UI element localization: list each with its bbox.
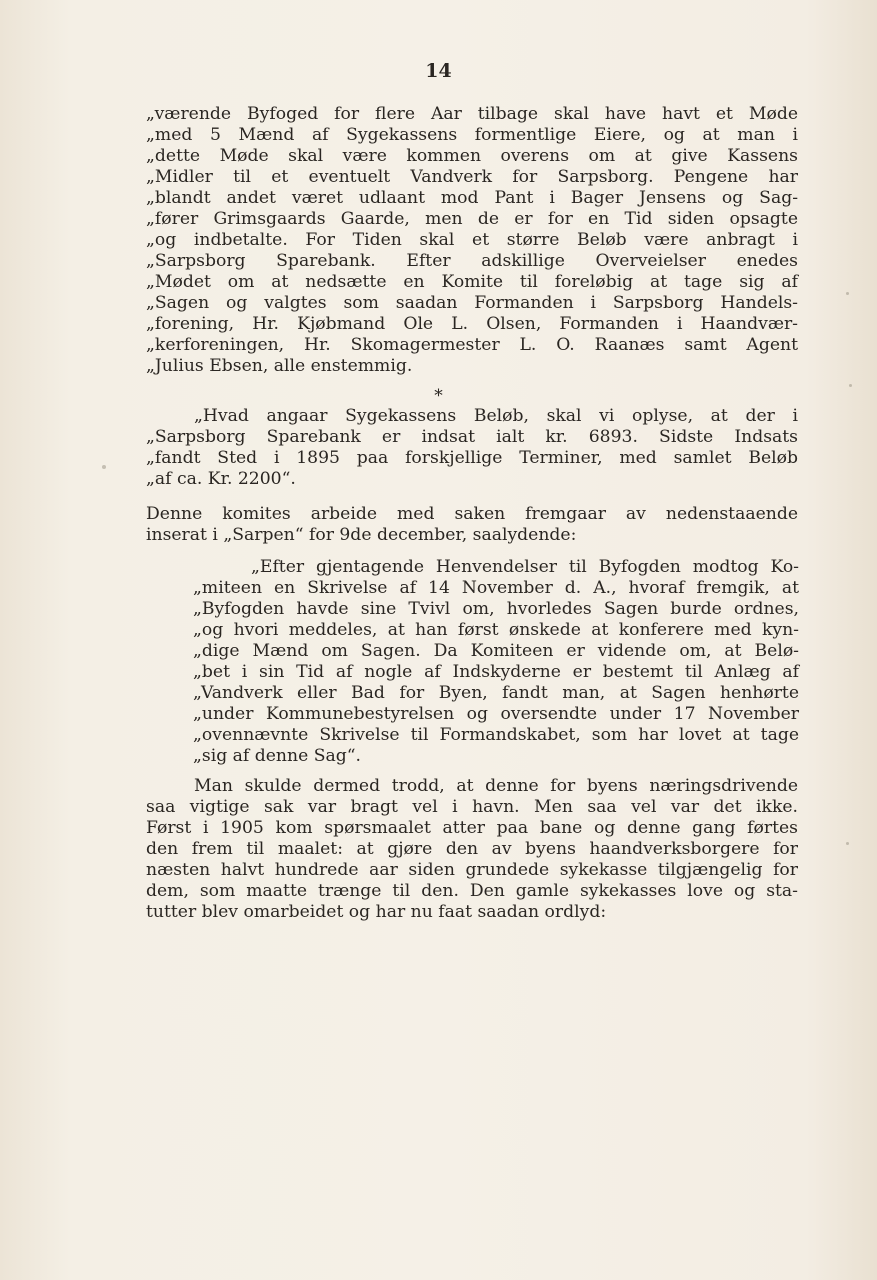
text-line: „Efter gjentagende Henvendelser til Byfogden modtog Ko- (251, 557, 799, 577)
page-number: 14 (425, 60, 452, 82)
ink-speck (102, 465, 106, 469)
text-line: næsten halvt hundrede aar siden grundede sykekasse tilgjængelig for (146, 860, 798, 880)
paragraph-quote-3 (193, 557, 799, 767)
ink-speck (846, 292, 849, 295)
text-line: „Hvad angaar Sygekassens Beløb, skal vi oplyse, at der i (194, 406, 798, 426)
text-line: „med 5 Mænd af Sygekassens formentlige Eiere, og at man i (146, 125, 798, 145)
text-line: „under Kommunebestyrelsen og oversendte under 17 November (193, 704, 799, 724)
text-line: „Midler til et eventuelt Vandverk for Sarpsborg. Pengene har (146, 167, 798, 187)
paragraph-quote-1 (146, 104, 798, 377)
text-line: „Mødet om at nedsætte en Komite til foreløbig at tage sig af (146, 272, 798, 292)
text-line: „af ca. Kr. 2200“. (146, 469, 296, 489)
text-line: „Julius Ebsen, alle enstemmig. (146, 356, 413, 376)
text-line: „dige Mænd om Sagen. Da Komiteen er vidende om, at Belø- (193, 641, 799, 661)
paragraph-body-1 (146, 504, 798, 546)
text-line: „dette Møde skal være kommen overens om at give Kassens (146, 146, 798, 166)
text-line: „fandt Sted i 1895 paa forskjellige Terminer, med samlet Beløb (146, 448, 798, 468)
text-line: dem, som maatte trænge til den. Den gamle sykekasses love og sta- (146, 881, 798, 901)
text-line: „kerforeningen, Hr. Skomagermester L. O. Raanæs samt Agent (146, 335, 798, 355)
text-line: „sig af denne Sag“. (193, 746, 361, 766)
paragraph-body-2 (146, 776, 798, 923)
text-line: „Vandverk eller Bad for Byen, fandt man, at Sagen henhørte (193, 683, 799, 703)
text-line: „blandt andet været udlaant mod Pant i Bager Jensens og Sag- (146, 188, 798, 208)
text-line: tutter blev omarbeidet og har nu faat saadan ordlyd: (146, 902, 607, 922)
ink-speck (846, 842, 849, 845)
text-line: „ovennævnte Skrivelse til Formandskabet, som har lovet at tage (193, 725, 799, 745)
text-line: „Sarpsborg Sparebank. Efter adskillige Overveielser enedes (146, 251, 798, 271)
text-line: „Sagen og valgtes som saadan Formanden i Sarpsborg Handels- (146, 293, 798, 313)
text-line: „miteen en Skrivelse af 14 November d. A., hvoraf fremgik, at (193, 578, 799, 598)
text-line: „og indbetalte. For Tiden skal et større Beløb være anbragt i (146, 230, 798, 250)
text-line: Først i 1905 kom spørsmaalet atter paa bane og denne gang førtes (146, 818, 798, 838)
text-line: inserat i „Sarpen“ for 9de december, saalydende: (146, 525, 577, 545)
ink-speck (849, 384, 852, 387)
text-line: den frem til maalet: at gjøre den av byens haandverksborgere for (146, 839, 798, 859)
text-line: „værende Byfoged for flere Aar tilbage skal have havt et Møde (146, 104, 798, 124)
text-line: Denne komites arbeide med saken fremgaar av nedenstaaende (146, 504, 798, 524)
text-line: saa vigtige sak var bragt vel i havn. Men saa vel var det ikke. (146, 797, 798, 817)
text-line: „fører Grimsgaards Gaarde, men de er for en Tid siden opsagte (146, 209, 798, 229)
text-line: „bet i sin Tid af nogle af Indskyderne er bestemt til Anlæg af (193, 662, 799, 682)
text-line: „Sarpsborg Sparebank er indsat ialt kr. 6893. Sidste Indsats (146, 427, 798, 447)
text-line: Man skulde dermed trodd, at denne for byens næringsdrivende (194, 776, 798, 796)
text-line: „Byfogden havde sine Tvivl om, hvorledes Sagen burde ordnes, (193, 599, 799, 619)
text-line: „forening, Hr. Kjøbmand Ole L. Olsen, Formanden i Haandvær- (146, 314, 798, 334)
text-line: „og hvori meddeles, at han først ønskede at konferere med kyn- (193, 620, 799, 640)
paragraph-quote-2 (146, 406, 798, 490)
section-separator: * (434, 386, 443, 406)
